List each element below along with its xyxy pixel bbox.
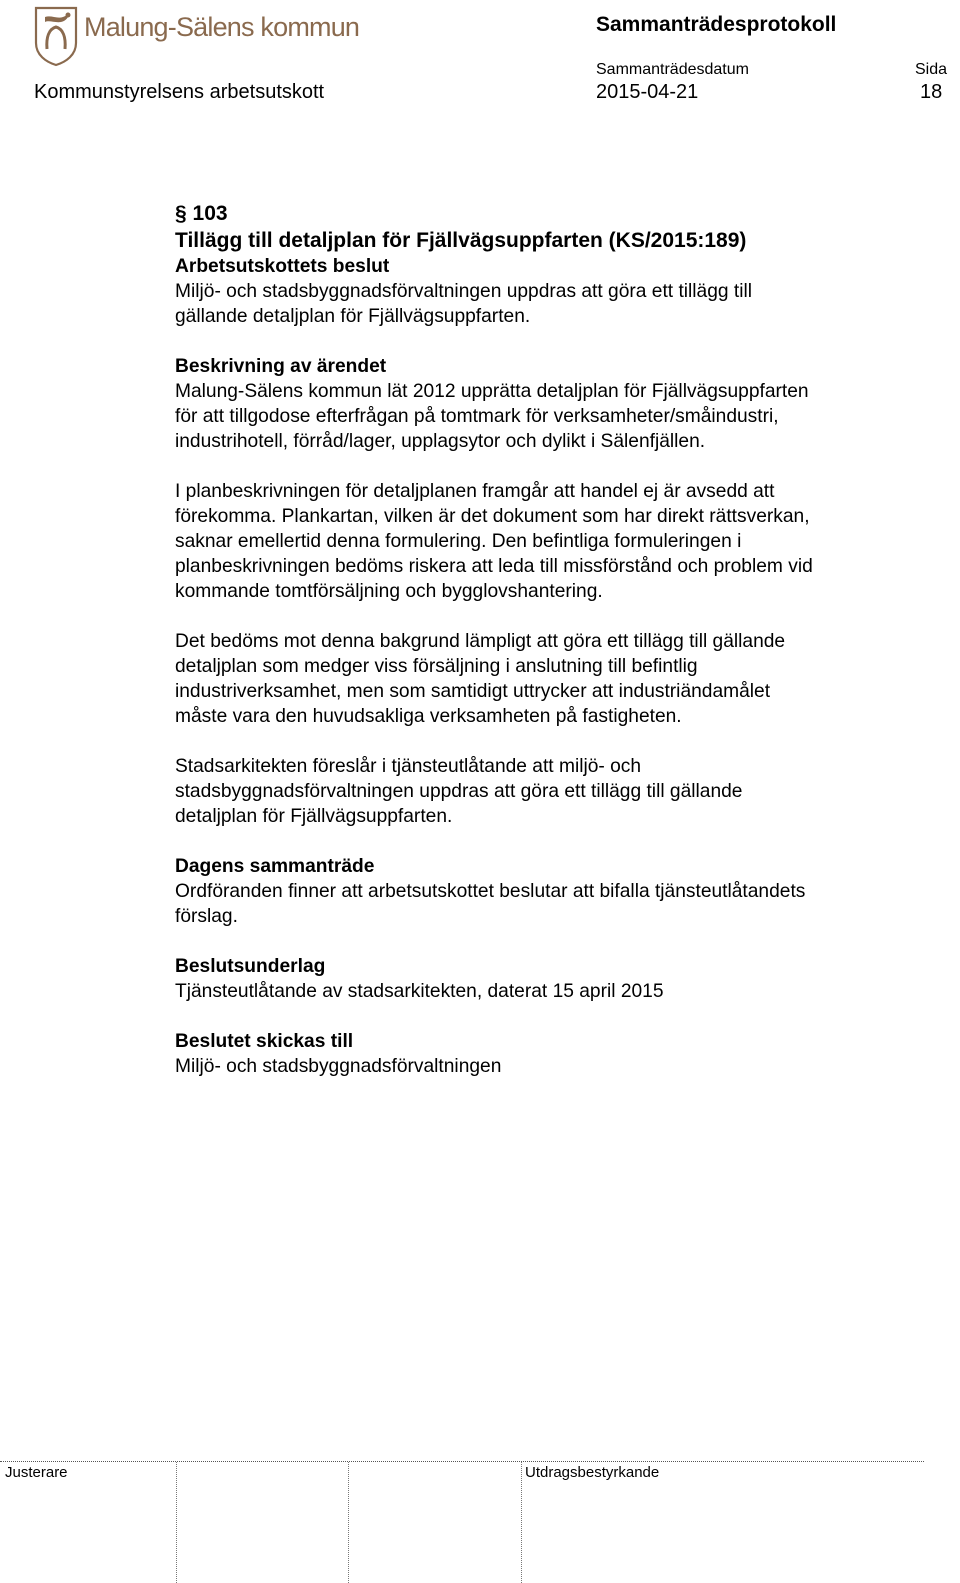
page-label: Sida: [915, 61, 948, 78]
basis-text: Tjänsteutlåtande av stadsarkitekten, daterat 15 april 2015: [175, 981, 664, 1002]
meeting-date: 2015-04-21: [596, 81, 699, 103]
page-number: 18: [920, 81, 943, 103]
signature-divider: [521, 1462, 522, 1583]
municipality-logo-text: Malung-Sälens kommun: [84, 12, 360, 42]
committee-name: Kommunstyrelsens arbetsutskott: [34, 81, 325, 103]
signature-divider: [176, 1462, 177, 1583]
paragraph-number: § 103: [175, 202, 228, 225]
description-line: kommande tomtförsäljning och bygglovshantering.: [175, 581, 603, 602]
description-line: måste vara den huvudsakliga verksamheten på fastigheten.: [175, 706, 682, 727]
description-line: Stadsarkitekten föreslår i tjänsteutlåtande att miljö- och: [175, 756, 642, 777]
description-line: I planbeskrivningen för detaljplanen framgår att handel ej är avsedd att: [175, 481, 775, 502]
utdragsbestyrkande-label: Utdragsbestyrkande: [525, 1464, 660, 1481]
sent-to-heading: Beslutet skickas till: [175, 1031, 354, 1052]
sent-to-text: Miljö- och stadsbyggnadsförvaltningen: [175, 1056, 502, 1077]
meeting-line: förslag.: [175, 906, 238, 927]
description-line: planbeskrivningen bedöms riskera att leda till missförstånd och problem vid: [175, 556, 813, 577]
description-line: detaljplan för Fjällvägsuppfarten.: [175, 806, 453, 827]
decision-line: Miljö- och stadsbyggnadsförvaltningen uppdras att göra ett tillägg till: [175, 281, 753, 302]
document-type: Sammanträdesprotokoll: [596, 13, 837, 36]
signature-divider: [348, 1462, 349, 1583]
basis-heading: Beslutsunderlag: [175, 956, 326, 977]
description-line: Malung-Sälens kommun lät 2012 upprätta detaljplan för Fjällvägsuppfarten: [175, 381, 809, 402]
meeting-heading: Dagens sammanträde: [175, 856, 375, 877]
justerare-label: Justerare: [5, 1464, 68, 1481]
description-line: saknar emellertid denna formulering. Den befintliga formuleringen i: [175, 531, 742, 552]
description-line: för att tillgodose efterfrågan på tomtmark för verksamheter/småindustri,: [175, 406, 779, 427]
description-line: stadsbyggnadsförvaltningen uppdras att göra ett tillägg till gällande: [175, 781, 743, 802]
description-line: Det bedöms mot denna bakgrund lämpligt att göra ett tillägg till gällande: [175, 631, 786, 652]
protocol-paragraph: [175, 201, 935, 1079]
meeting-date-label: Sammanträdesdatum: [596, 61, 749, 78]
decision-heading: Arbetsutskottets beslut: [175, 256, 390, 277]
meeting-line: Ordföranden finner att arbetsutskottet beslutar att bifalla tjänsteutlåtandets: [175, 881, 806, 902]
footer-divider: [0, 1461, 924, 1462]
description-line: industrihotell, förråd/lager, upplagsytor och dylikt i Sälenfjällen.: [175, 431, 706, 452]
description-heading: Beskrivning av ärendet: [175, 356, 387, 377]
paragraph-title: Tillägg till detaljplan för Fjällvägsuppfarten (KS/2015:189): [175, 229, 747, 252]
municipality-crest-icon: [33, 5, 79, 67]
description-line: industriverksamhet, men som samtidigt uttrycker att industriändamålet: [175, 681, 771, 702]
decision-line: gällande detaljplan för Fjällvägsuppfarten.: [175, 306, 531, 327]
description-line: förekomma. Plankartan, vilken är det dokument som har direkt rättsverkan,: [175, 506, 810, 527]
description-line: detaljplan som medger viss försäljning i anslutning till befintlig: [175, 656, 698, 677]
